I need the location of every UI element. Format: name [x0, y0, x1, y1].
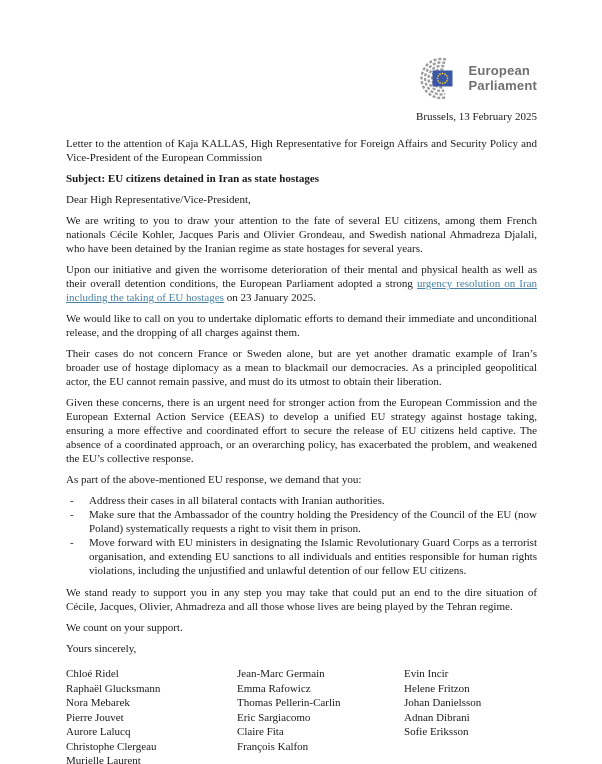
signatory: Helene Fritzon [404, 682, 470, 695]
demand-list [66, 494, 537, 578]
list-item [66, 494, 537, 508]
signatory: Claire Fita [237, 726, 284, 738]
paragraph-2-before: Upon our initiative and given the worrisome deterioration of their mental and physical health as well as their overall detention conditions, the European Parliament adopted a strong [66, 264, 537, 290]
list-item-text: Move forward with EU ministers in designating the Islamic Revolutionary Guard Corps as a terrorist organisation, and extending EU sanctions to all individuals and entities responsible for human rights violations, including the unjustified and unlawful detention of our fellow EU citizens. [89, 537, 537, 577]
paragraph-7: We stand ready to support you in any step you may take that could put an end to the dire situation of Cécile, Jacques, Olivier, Ahmadreza and all those whose lives are being played by the Tehran regime. [66, 587, 537, 613]
list-item [66, 508, 537, 536]
paragraph-5: Given these concerns, there is an urgent need for stronger action from the European Commission and the European External Action Service (EEAS) to develop a unified EU strategy against hostage taking, ensuring a more effective and coordinated effort to secure the release of EU citizens held captive. The absence of a coordinated approach, or an overarching policy, has exacerbated the problem, and weakened the EU’s collective response. [66, 397, 537, 465]
list-item-text: Address their cases in all bilateral contacts with Iranian authorities. [89, 495, 385, 507]
paragraph-2 [66, 263, 537, 305]
signature-column-2 [237, 667, 404, 764]
logo-line1: European [468, 63, 531, 78]
signatory: Christophe Clergeau [66, 740, 157, 753]
header [66, 57, 537, 100]
signatory: Evin Incir [404, 668, 449, 680]
urgency-resolution-link[interactable]: urgency resolution on Iran including the taking of EU hostages [66, 278, 537, 304]
list-item-text: Make sure that the Ambassador of the country holding the Presidency of the Council of the EU (now Poland) systematically requests a right to visit them in prison. [89, 509, 537, 535]
subject-line: Subject: EU citizens detained in Iran as state hostages [66, 173, 319, 185]
bullet-dash: - [70, 537, 74, 549]
paragraph-3: We would like to call on you to undertake diplomatic efforts to demand their immediate and unconditional release, and the dropping of all charges against them. [66, 313, 537, 339]
signature-block [66, 667, 537, 764]
signature-column-3 [404, 667, 537, 764]
signatory: Raphaël Glucksmann [66, 682, 161, 695]
signatory: Eric Sargiacomo [237, 711, 311, 724]
salutation: Dear High Representative/Vice-President, [66, 194, 251, 206]
paragraph-4: Their cases do not concern France or Sweden alone, but are yet another dramatic example of Iran’s broader use of hostage diplomacy as a mean to blackmail our democracies. As a principled geopolitical actor, the EU cannot remain passive, and must do its utmost to obtain their liberation. [66, 348, 537, 388]
paragraph-2-after: on 23 January 2025. [223, 292, 316, 304]
signatory: Johan Danielsson [404, 697, 482, 709]
paragraph-6: As part of the above-mentioned EU response, we demand that you: [66, 474, 362, 486]
paragraph-1: We are writing to you to draw your attention to the fate of several EU citizens, among them French nationals Cécile Kohler, Jacques Paris and Olivier Grondeau, and Swedish national Ahmadreza Djalali, who have been detained by the Iranian regime as state hostages for several years. [66, 215, 537, 255]
signatory: Chloé Ridel [66, 668, 119, 680]
signatory: Thomas Pellerin-Carlin [237, 697, 341, 709]
signatory: Nora Mebarek [66, 697, 130, 709]
paragraph-8: We count on your support. [66, 622, 183, 634]
closing: Yours sincerely, [66, 643, 137, 655]
signatory: Adnan Dibrani [404, 711, 470, 724]
signatory: François Kalfon [237, 740, 309, 753]
signatory: Murielle Laurent [66, 755, 141, 764]
letter-date: Brussels, 13 February 2025 [416, 111, 537, 123]
signatory: Sofie Eriksson [404, 726, 469, 738]
logo-line2: Parliament [468, 77, 537, 93]
attention-line: Letter to the attention of Kaja KALLAS, High Representative for Foreign Affairs and Security Policy and Vice-President of the European Commission [66, 138, 537, 164]
bullet-dash: - [70, 509, 74, 521]
european-parliament-logo [406, 57, 537, 100]
signatory: Aurore Lalucq [66, 726, 131, 738]
signatory: Jean-Marc Germain [237, 668, 325, 680]
signatory: Emma Rafowicz [237, 682, 311, 695]
list-item [66, 536, 537, 578]
signature-column-1 [66, 667, 237, 764]
ep-hemicycle-flag-icon [406, 57, 462, 100]
bullet-dash: - [70, 495, 74, 507]
signatory: Pierre Jouvet [66, 711, 124, 724]
ep-logo-wordmark [469, 64, 537, 93]
